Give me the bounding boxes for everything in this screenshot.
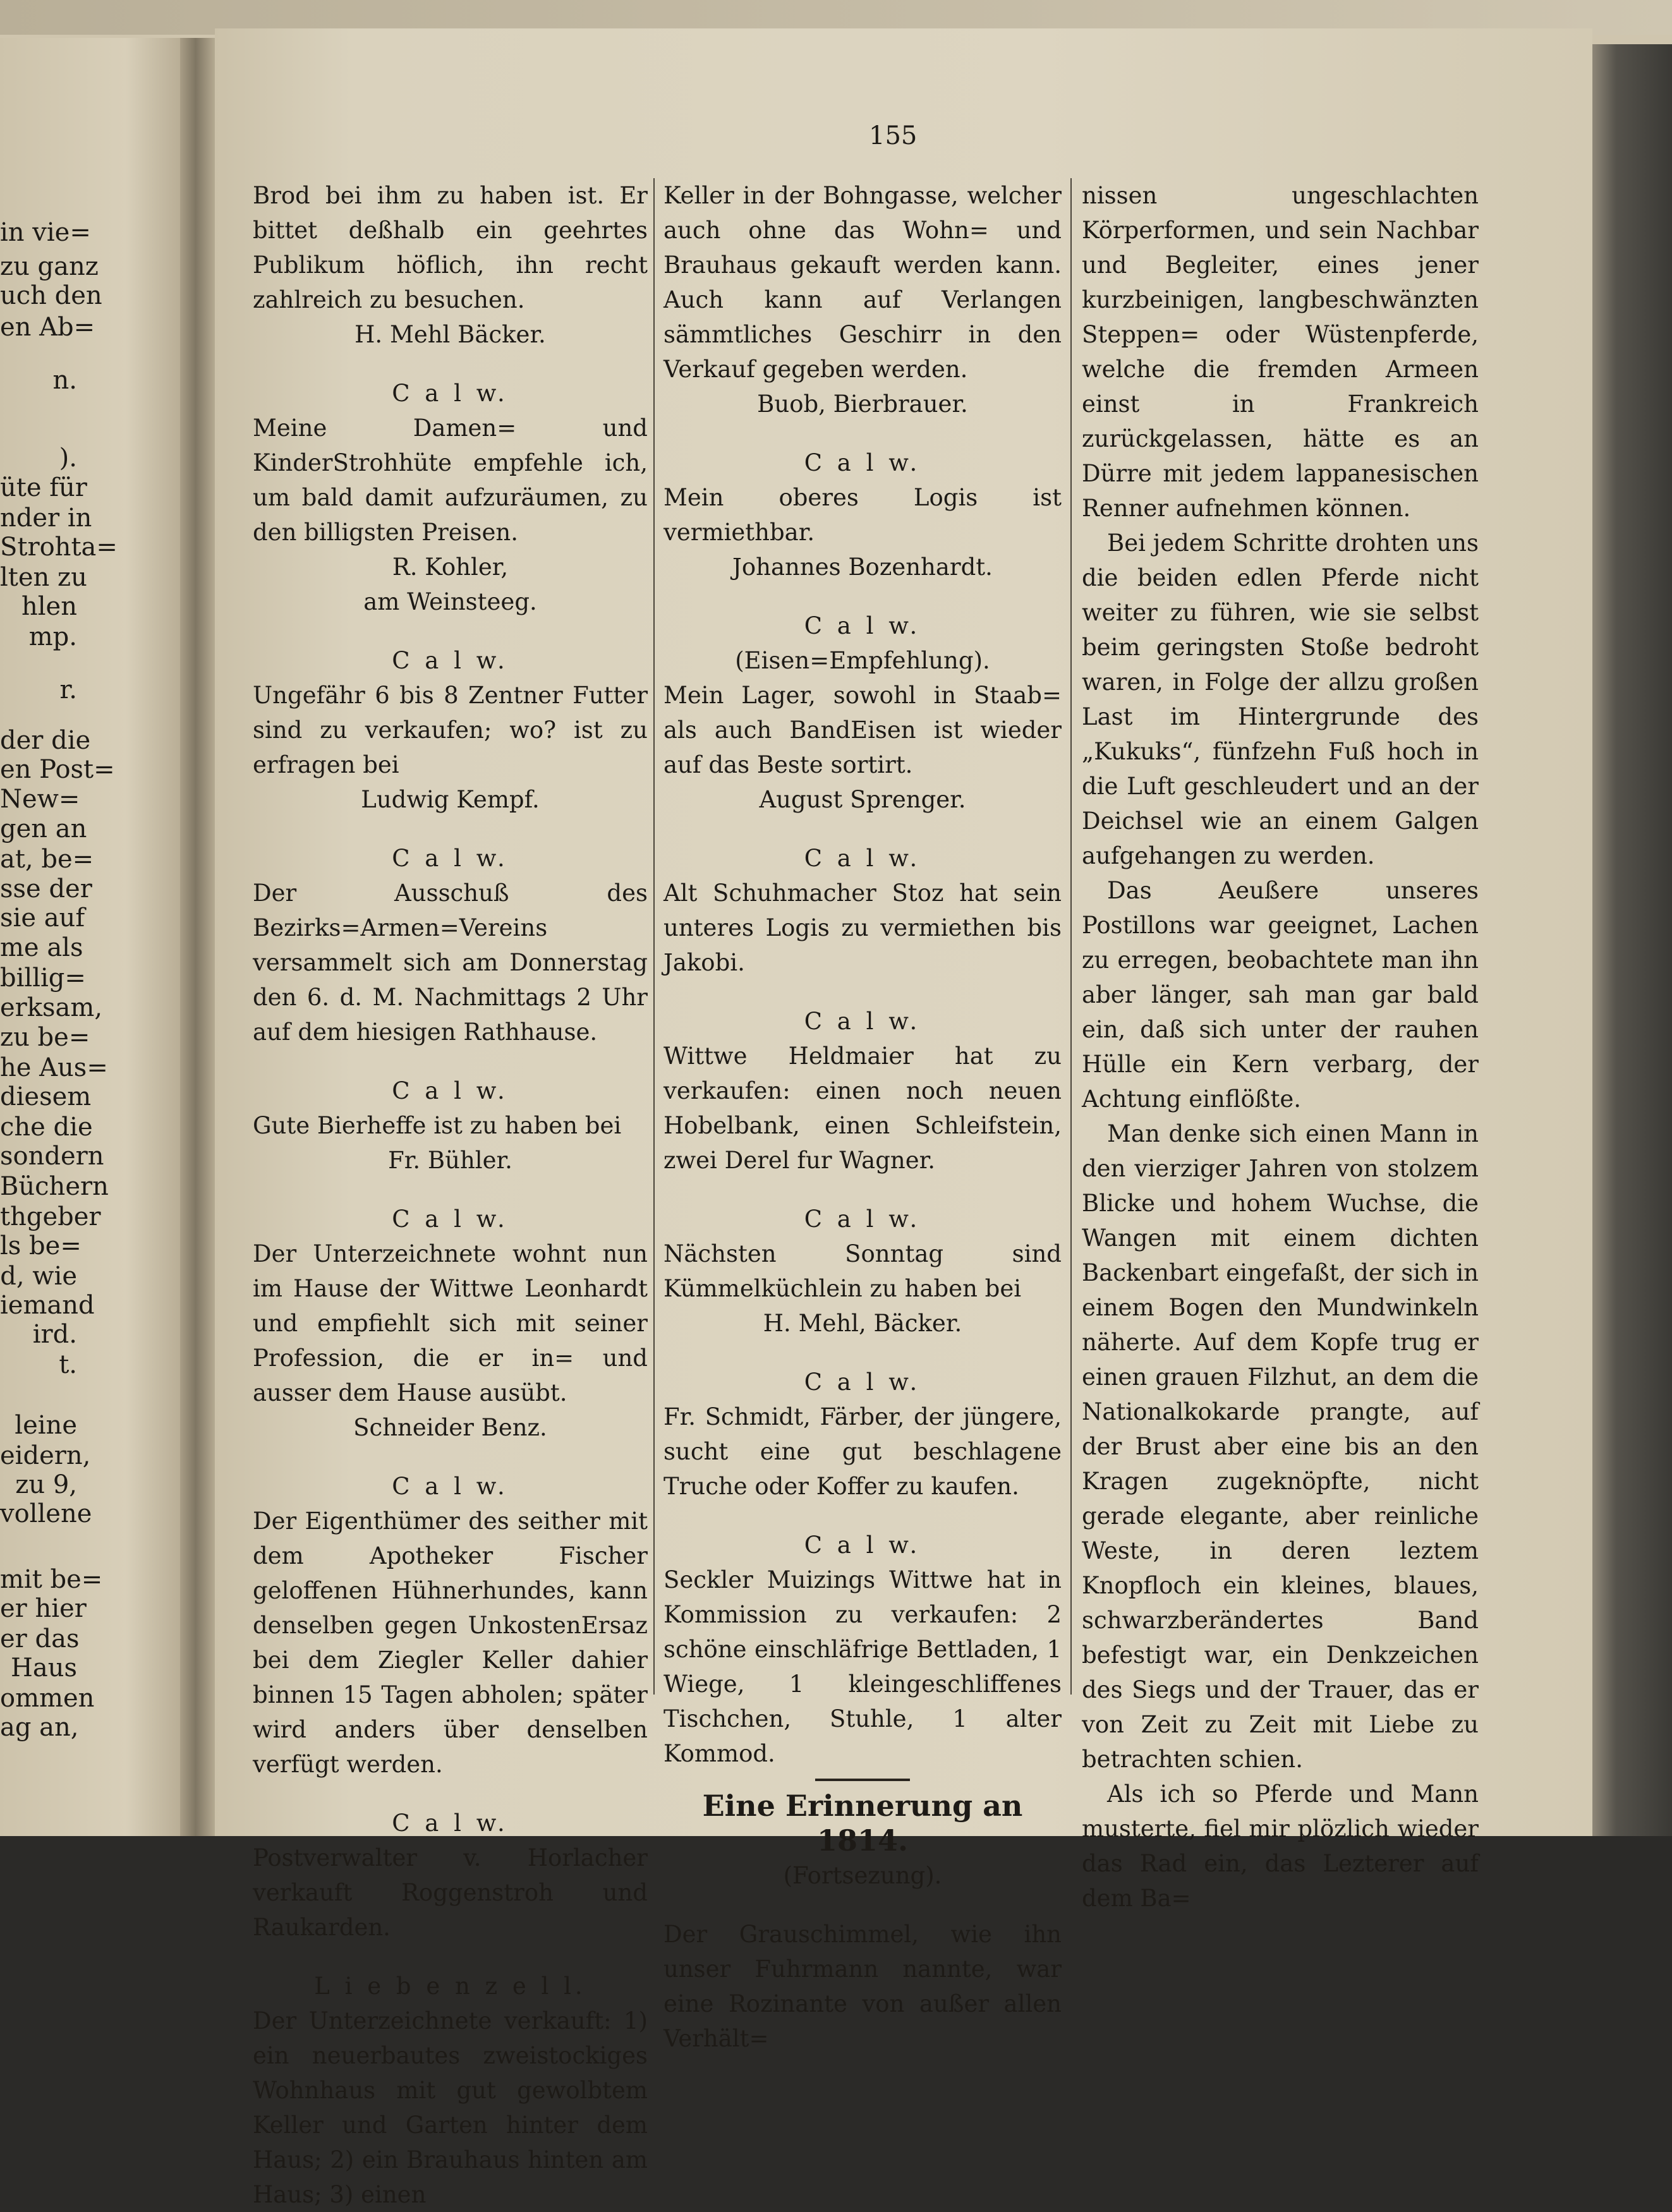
column-rule-1 bbox=[653, 178, 655, 1695]
ad-text: Meine Damen= und KinderStrohhüte empfehle ich, um bald damit aufzuräumen, zu den billigsten Preisen. bbox=[253, 414, 648, 546]
ad-text: Alt Schuhmacher Stoz hat sein unteres Logis zu vermiethen bis Jakobi. bbox=[663, 879, 1062, 976]
left-margin-fragment: mit be= bbox=[0, 1565, 103, 1594]
ad-place: L i e b e n z e l l. bbox=[314, 1973, 586, 2000]
ad-text: Nächsten Sonntag sind Kümmelküchlein zu haben bei bbox=[663, 1240, 1062, 1302]
left-margin-fragment: üte für bbox=[0, 473, 87, 502]
left-margin-fragment: che die bbox=[0, 1113, 93, 1142]
story-paragraph: Man denke sich einen Mann in den vierziger Jahren von stolzem Blicke und hohem Wuchse, die Wangen mit einem dichten Backenbart eingefaßt, der sich in einem Bogen den Mundwinkeln näherte. Auf dem Kopfe trug er einen grauen Filzhut, an dem die Nationalkokarde prangte, auf der Brust aber eine bis an den Kragen zugeknöpfte, nicht gerade elegante, aber reinliche Weste, in deren leztem Knopfloch ein kleines, blaues, schwarzberändertes Band befestigt war, ein Denkzeichen des Siegs und der Trauer, das er von Zeit zu Zeit mit Liebe zu betrachten schien. bbox=[1082, 1120, 1479, 1773]
left-margin-fragment: t. bbox=[59, 1350, 77, 1379]
ad-place: C a l w. bbox=[804, 1369, 921, 1396]
left-margin-fragment: Haus bbox=[10, 1653, 77, 1683]
left-margin-fragment: lten zu bbox=[0, 563, 87, 592]
ad-text: Der Unterzeichnete verkauft: 1) ein neuerbautes zweistockiges Wohnhaus mit gut gewolbtem Keller und Garten hinter dem Haus; 2) ein Brauhaus hinten am Haus; 3) einen bbox=[253, 2007, 648, 2208]
left-margin-fragment: er hier bbox=[0, 1594, 87, 1623]
left-page bbox=[0, 38, 180, 1836]
ad-signature: Buob, Bierbrauer. bbox=[757, 390, 968, 418]
ad-subtitle: (Eisen=Empfehlung). bbox=[735, 647, 990, 674]
ad-text: Ungefähr 6 bis 8 Zentner Futter sind zu verkaufen; wo? ist zu erfragen bei bbox=[253, 682, 648, 778]
left-margin-fragment: sie auf bbox=[0, 904, 85, 933]
page-number: 155 bbox=[869, 121, 918, 150]
left-margin-fragment: zu be= bbox=[0, 1023, 90, 1052]
story-paragraph: Als ich so Pferde und Mann musterte, fiel mir plözlich wieder das Rad ein, das Lezterer auf dem Ba= bbox=[1082, 1780, 1479, 1912]
left-margin-fragment: he Aus= bbox=[0, 1053, 108, 1082]
ad-text: Seckler Muizings Wittwe hat in Kommission zu verkaufen: 2 schöne einschläfrige Bettladen, 1 Wiege, 1 kleingeschliffenes Tischchen, Stuhle, 1 alter Kommod. bbox=[663, 1566, 1062, 1767]
ad-text: Gute Bierheffe ist zu haben bei bbox=[253, 1112, 622, 1139]
left-margin-fragment: me als bbox=[0, 933, 83, 962]
left-margin-fragment: nder in bbox=[0, 504, 92, 533]
ad-signature-line-2: am Weinsteeg. bbox=[363, 588, 537, 615]
story-heading: Eine Erinnerung an 1814. bbox=[702, 1789, 1023, 1858]
left-margin-fragment: in vie= bbox=[0, 218, 91, 247]
left-margin-fragment: er das bbox=[0, 1624, 80, 1653]
left-margin-fragment: der die bbox=[0, 726, 91, 755]
book-gutter bbox=[180, 38, 215, 1836]
ad-place: C a l w. bbox=[392, 1206, 509, 1233]
left-margin-fragment: hlen bbox=[21, 592, 77, 621]
ad-text: Der Ausschuß des Bezirks=Armen=Vereins versammelt sich am Donnerstag den 6. d. M. Nachmittags 2 Uhr auf dem hiesigen Rathhause. bbox=[253, 879, 648, 1046]
left-margin-fragment: Strohta= bbox=[0, 533, 118, 562]
left-margin-fragment: at, be= bbox=[0, 845, 94, 874]
ad-place: C a l w. bbox=[804, 612, 921, 639]
ad-signature: H. Mehl, Bäcker. bbox=[763, 1310, 962, 1337]
ad-text: Der Eigenthümer des seither mit dem Apotheker Fischer geloffenen Hühnerhundes, kann denselben gegen UnkostenErsaz bei dem Ziegler Keller dahier binnen 15 Tagen abholen; später wird anders über denselben verfügt werden. bbox=[253, 1508, 648, 1778]
left-margin-fragment: diesem bbox=[0, 1082, 92, 1111]
left-margin-fragment: r. bbox=[59, 675, 77, 704]
left-margin-fragment: uch den bbox=[0, 281, 102, 310]
left-margin-fragment: zu 9, bbox=[15, 1470, 77, 1499]
left-margin-fragment: iemand bbox=[0, 1291, 95, 1320]
page-edge bbox=[1592, 44, 1672, 1836]
left-margin-fragment: n. bbox=[52, 366, 77, 395]
left-margin-fragment: en Post= bbox=[0, 755, 115, 784]
ad-signature: R. Kohler, bbox=[392, 553, 509, 581]
left-margin-fragment: ird. bbox=[32, 1320, 77, 1349]
left-margin-fragment: en Ab= bbox=[0, 313, 95, 342]
left-margin-fragment: erksam, bbox=[0, 993, 103, 1022]
left-margin-fragment: leine bbox=[15, 1411, 77, 1440]
ad-text: Brod bei ihm zu haben ist. Er bittet deßhalb ein geehrtes Publikum höflich, ihn recht zahlreich zu besuchen. bbox=[253, 182, 648, 313]
story-paragraph: nissen ungeschlachten Körperformen, und sein Nachbar und Begleiter, eines jener kurzbeinigen, langbeschwänzten Steppen= oder Wüstenpferde, welche die fremden Armeen einst in Frankreich zurückgelassen, hätte es an Dürre mit jedem lappanesischen Renner aufnehmen können. bbox=[1082, 182, 1479, 522]
ad-signature: Ludwig Kempf. bbox=[361, 786, 540, 813]
column-2 bbox=[663, 178, 1062, 2056]
left-margin-fragment: New= bbox=[0, 785, 80, 814]
ad-signature: H. Mehl Bäcker. bbox=[354, 321, 546, 348]
column-1 bbox=[253, 178, 648, 2212]
ad-place: C a l w. bbox=[392, 380, 509, 407]
ad-place: C a l w. bbox=[804, 1532, 921, 1559]
left-margin-fragment: ls be= bbox=[0, 1231, 82, 1260]
ad-signature: Fr. Bühler. bbox=[388, 1147, 512, 1174]
ad-place: C a l w. bbox=[392, 647, 509, 674]
left-margin-fragment: mp. bbox=[28, 622, 77, 651]
left-margin-fragment: sondern bbox=[0, 1142, 104, 1171]
ad-place: C a l w. bbox=[804, 449, 921, 476]
left-margin-fragment: billig= bbox=[0, 964, 86, 993]
left-margin-fragment: ). bbox=[59, 444, 77, 473]
column-3 bbox=[1082, 178, 1479, 1916]
ad-text: Wittwe Heldmaier hat zu verkaufen: einen noch neuen Hobelbank, einen Schleifstein, zwei Derel fur Wagner. bbox=[663, 1043, 1062, 1174]
left-margin-fragment: d, wie bbox=[0, 1262, 77, 1291]
ad-place: C a l w. bbox=[392, 845, 509, 872]
ad-text: Mein oberes Logis ist vermiethbar. bbox=[663, 484, 1062, 546]
ad-signature: Johannes Bozenhardt. bbox=[732, 553, 993, 581]
left-margin-fragment: vollene bbox=[0, 1499, 92, 1528]
ad-place: C a l w. bbox=[392, 1473, 509, 1500]
left-margin-fragment: ommen bbox=[0, 1684, 95, 1713]
ad-text: Fr. Schmidt, Färber, der jüngere, sucht eine gut beschlagene Truche oder Koffer zu kaufen. bbox=[663, 1403, 1062, 1500]
column-rule-2 bbox=[1070, 178, 1072, 1695]
story-paragraph: Bei jedem Schritte drohten uns die beiden edlen Pferde nicht weiter zu führen, wie sie selbst beim geringsten Stoße bedroht waren, in Folge der allzu großen Last im Hintergrunde des „Kukuks“, fünfzehn Fuß hoch in die Luft geschleudert und an der Deichsel wie an einem Galgen aufgehangen zu werden. bbox=[1082, 529, 1479, 869]
ad-text: Der Unterzeichnete wohnt nun im Hause der Wittwe Leonhardt und empfiehlt sich mit seiner Profession, die er in= und ausser dem Hause ausübt. bbox=[253, 1240, 648, 1406]
ad-text: Keller in der Bohngasse, welcher auch ohne das Wohn= und Brauhaus gekauft werden kann. Auch kann auf Verlangen sämmtliches Geschirr in den Verkauf gegeben werden. bbox=[663, 182, 1062, 383]
ad-text: Postverwalter v. Horlacher verkauft Roggenstroh und Raukarden. bbox=[253, 1844, 648, 1941]
ad-place: C a l w. bbox=[392, 1077, 509, 1104]
ad-signature: Schneider Benz. bbox=[353, 1414, 547, 1441]
ad-text: Mein Lager, sowohl in Staab= als auch BandEisen ist wieder auf das Beste sortirt. bbox=[663, 682, 1062, 778]
left-margin-fragment: Büchern bbox=[0, 1172, 109, 1201]
left-margin-fragment: ag an, bbox=[0, 1713, 79, 1742]
ad-signature: August Sprenger. bbox=[759, 786, 966, 813]
left-margin-fragment: zu ganz bbox=[0, 252, 99, 281]
section-divider bbox=[815, 1779, 910, 1781]
story-text: Der Grauschimmel, wie ihn unser Fuhrmann nannte, war eine Rozinante von außer allen Verhält= bbox=[663, 1921, 1062, 2052]
left-margin-fragment: sse der bbox=[0, 874, 92, 904]
story-paragraph: Das Aeußere unseres Postillons war geeignet, Lachen zu erregen, beobachtete man ihn aber länger, sah man gar bald ein, daß sich unter der rauhen Hülle ein Kern verbarg, der Achtung einflößte. bbox=[1082, 877, 1479, 1113]
left-margin-fragment: gen an bbox=[0, 814, 87, 843]
story-subheading: (Fortsezung). bbox=[783, 1862, 942, 1889]
ad-place: C a l w. bbox=[392, 1810, 509, 1837]
ad-place: C a l w. bbox=[804, 1008, 921, 1035]
left-margin-fragment: thgeber bbox=[0, 1202, 101, 1231]
ad-place: C a l w. bbox=[804, 1206, 921, 1233]
left-margin-fragment: eidern, bbox=[0, 1441, 91, 1470]
ad-place: C a l w. bbox=[804, 845, 921, 872]
